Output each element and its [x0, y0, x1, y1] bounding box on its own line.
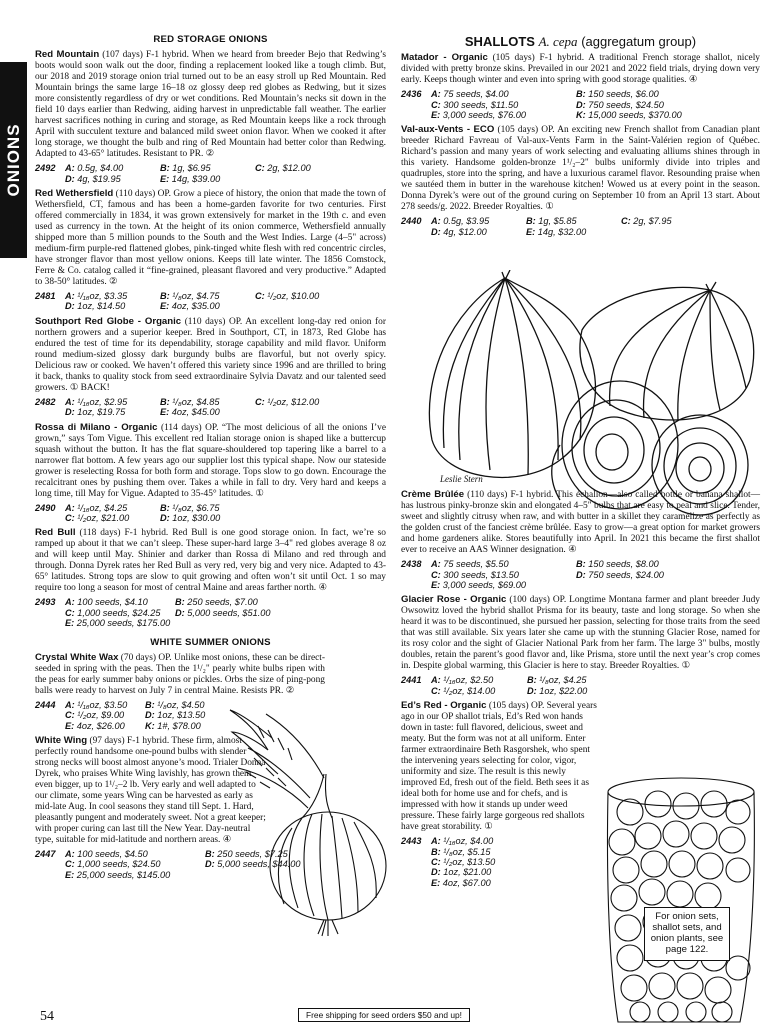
red-onions-illustration [410, 270, 760, 520]
price-list: 2438 A: 75 seeds, $5.50 B: 150 seeds, $8.00 C: 300 seeds, $13.50 D: 750 seeds, $24.00 E: 3,000 seeds, $69.00 [401, 559, 664, 590]
variety-southport-red-globe: Southport Red Globe - Organic (110 days) OP. An excellent long-day red onion for northern growers and a superior keeper. Bred in Southport, CT, in 1873, Red Globe has endured the test of time for its dependability, storage capability and mild flavor. Uniform round medium-sized glossy dark burgundy bulbs are flavorful, but not overly spicy. Delicious raw or cooked. We haven’t offered this variety since 1996 and are thrilled to bring it back, thanks to quality stock from seed extraordinaire Sylvia Davatz and our talented seed growers. ① BACK! [35, 315, 386, 393]
variety-crystal-white-wax: Crystal White Wax (70 days) OP. Unlike most onions, these can be direct-seeded in spring with the peas. Then the 1¹/₂" pearly white bulbs ripen with the peas for early summer baby onions or pickles. Orbs the size of ping-pong balls were ready to harvest on July 7 in central Maine. Resists PR. ② [35, 651, 325, 696]
price-list: 2443 A: ¹/₁₆oz, $4.00 B: ¹/₈oz, $5.15 C: ¹/₂oz, $13.50 D: 1oz, $21.00 E: 4oz, $67.00 [401, 836, 496, 888]
price-list: 2436 A: 75 seeds, $4.00 B: 150 seeds, $6.00 C: 300 seeds, $11.50 D: 750 seeds, $24.50 E: 3,000 seeds, $76.00 K: 15,000 seeds, $370.00 [401, 89, 682, 120]
price-list: 2481 A: ¹/₁₆oz, $3.35 B: ¹/₈oz, $4.75 C: ¹/₂oz, $10.00 D: 1oz, $14.50 E: 4oz, $35.00 [35, 291, 320, 312]
price-list: 2493 A: 100 seeds, $4.10 B: 250 seeds, $7.00 C: 1,000 seeds, $24.25 D: 5,000 seeds, $51.00 E: 25,000 seeds, $175.00 [35, 597, 271, 629]
variety-red-mountain: Red Mountain (107 days) F-1 hybrid. When we heard from breeder Bejo that Redwing’s boots would soon walk out the door, finding a replacement looked like a tough climb. But, our 2018 and 2019 storage onion trial turned out to be an easy stroll up Red Mountain. Red Mountain brings the same large 16–18 oz glossy deep red globes as Redwing, but it sizes more consistently regardless of dry or wet conditions. Red Mountain’s necks sit down in the field 10 days earlier than Redwing, aiding harvest in unpredictable fall weather. The earlier harvest sacrifices nothing in curing and storage, as Red Mountain keeps like a rock through April with succulent texture and balanced mild sweet onion flavor. When we cooked it after long storage, we thought the bulb and ring of Red Mountain had better color than Redwing. Adapted to 43-65° latitudes. Resistant to PR. ② [35, 49, 386, 160]
variety-eds-red: Ed’s Red - Organic (105 days) OP. Several years ago in our OP shallot trials, Ed’s Red won hands down in taste: full flavored, delicious, sweet and meaty. But the form was not at all uniform. Enter farmer extraordinaire Beth Rasgorshek, who spent the intervening years selecting for color, vigor, uniformity and size. The result is this newly improved Ed, fresh out of the field. Beth sees it as ideal both for home use and for chefs, and is impressed with how it stands up under weed pressure. These fairly large gorgeous red shallots have great storability. ① [401, 700, 597, 833]
price-list: 2441 A: ¹/₁₆oz, $2.50 B: ¹/₈oz, $4.25 C: ¹/₂oz, $14.00 D: 1oz, $22.00 [401, 675, 588, 696]
variety-val-aux-vents: Val-aux-Vents - ECO (105 days) OP. An exciting new French shallot from Canadian plant breeder Richard Favreau of Val-aux-Vents Farm in the Saint-Valérien region of Québec. Richard’s passion and many years of work selecting and evaluating alliums shines through in this variety. Handsome golden-bronze 1¹/₂–2" bulbs uniformly divide into triples and quadruples, store into the spring, and have a luxurious caramel flavor. Resounding praise when we sautéed them in butter in the warehouse kitchen! Wowed us at every point in the season. Donna Dyrek’s were out of the ground curing on September 10 from an April 13 start. About 278 seeds/g. 2022. Breeder Royalties. ① [401, 124, 760, 213]
variety-red-wethersfield: Red Wethersfield (110 days) OP. Grow a piece of history, the onion that made the town of Wethersfield, CT, famous and has been a home-garden favorite for two centuries. First offered commercially in 1834, it was grown extensively for market in the 19th c. and even used as currency in the town. At the height of its onion commerce, Wethersfield annually shipped more than 5 million pounds to the South and the West Indies. Large (4–5" across) medium-firm purple-red flattened globes, pink-tinged white flesh with red concentric circles, have stronger flavor than most yellow onions. Keeps till late winter. The 1856 Comstock, Ferre & Co. catalog called it “fine-grained, pleasant flavored and very productive.” Adapted to 38-50° latitudes. ② [35, 188, 386, 287]
onion-sets-note: For onion sets, shallot sets, and onion plants, see page 122. [644, 907, 730, 961]
page-number: 54 [40, 1009, 54, 1024]
variety-creme-brulee: Crème Brûlée (110 days) F-1 hybrid. This échalion—also called bottle or banana shallot—has lustrous pinky-bronze skin and elongated 4–5" bulbs that are easy to peal and slice. Tender, sweet and slightly citrusy when raw, and with butter in a skillet they caramelize as perfectly as the golden crust of the fanciest crème brûlée. Easy to grow—a great option for market growers and home gardeners alike. Stores beautifully into April. In 2021 this became the first shallot ever to receive an AAS Winner designation. ④ [401, 489, 760, 556]
price-list: 2482 A: ¹/₁₆oz, $2.95 B: ¹/₈oz, $4.85 C: ¹/₂oz, $12.00 D: 1oz, $19.75 E: 4oz, $45.00 [35, 396, 320, 418]
free-shipping-note: Free shipping for seed orders $50 and up! [298, 1008, 470, 1022]
section-tab-onions: ONIONS [0, 62, 27, 258]
section-heading-white-summer: WHITE SUMMER ONIONS [150, 636, 271, 648]
price-list: 2492 A: 0.5g, $4.00 B: 1g, $6.95 C: 2g, $12.00 D: 4g, $19.95 E: 14g, $39.00 [35, 163, 311, 184]
price-list: 2440 A: 0.5g, $3.95 B: 1g, $5.85 C: 2g, $7.95 D: 4g, $12.00 E: 14g, $32.00 [401, 216, 672, 237]
variety-glacier-rose: Glacier Rose - Organic (100 days) OP. Longtime Montana farmer and plant breeder Judy Owsowitz loved the hybrid shallot Prisma for its beauty, taste and long storage. So when she heard it was to be discontinued, she pursued her passion, selecting for those traits from the seed that was still available. Six years later she came up with the stunning Glacier Rose, named for its rosy color and the sight of Glacier National Park from her farm. The large 3" bulbs, mostly doubles, retain the parent’s good flavor and, like Prisma, store until the next year’s crop comes in. Despite global warming, this Glacier is here to stay. Breeder Royalties. ① [401, 594, 760, 672]
variety-white-wing: White Wing (97 days) F-1 hybrid. These firm, almost perfectly round handsome one-pound bulbs with slender strong necks will boost almost anyone’s mood. Trialer Donna Dyrek, who praises White Wing lavishly, has grown them even bigger, up to 1¹/₂–2 lb. Very early and well adapted to our climate, some years Wing can be harvested as early as mid-late Aug. In cool seasons they stand till Sept. 1. Hard, pleasantly pungent and moderately sweet. Not a great keeper; with proper curing can last till the New Year. Day-neutral type, suitable for mid-latitude and northern areas. ④ [35, 734, 266, 845]
variety-matador: Matador - Organic (105 days) F-1 hybrid. A traditional French storage shallot, nicely divided with pretty bronze skins. Prevailed in our 2021 and 2022 field trials, drying down very early. Keeps though winter and even into spring with good storage qualities. ④ [401, 52, 760, 86]
section-heading-red-storage: RED STORAGE ONIONS [153, 34, 268, 45]
shallot-jar-illustration [600, 772, 762, 1028]
price-list: 2444 A: ¹/₁₆oz, $3.50 B: ¹/₈oz, $4.50 C: ¹/₂oz, $9.00 D: 1oz, $13.50 E: 4oz, $26.00 K: 1#, $78.00 [35, 699, 206, 731]
illustration-signature: Leslie Stern [440, 474, 483, 484]
variety-rossa-di-milano: Rossa di Milano - Organic (114 days) OP. “The most delicious of all the onions I’ve grown,” says Tom Vigue. This excellent red Italian storage onion is shaped like a buttercup squash without the button. It has the flat square-shouldered top tapering like a barrel to a narrower flat bottom. A few years ago our supplier lost this typical shape. Now our stateside grower is reselecting Rossa for both form and storage. Tops slow to go down. Encourage the recalcitrant ones by pushing them over. Takes a while in fall to dry. Very hard and keeps a long time, till May for Vigue. Adapted to 35-45° latitudes. ① [35, 421, 387, 499]
white-onion-illustration [228, 708, 390, 938]
variety-red-bull: Red Bull (118 days) F-1 hybrid. Red Bull is one good storage onion. In fact, we’re so ramped up about it that we can’t sleep. These super-hard large 3–4" red globes average 8 oz and will keep until May. Shinier and darker than Rossa di Milano and red through and through. Donna Dyrek rates her Red Bull as very red, very big and very nice. Adapted to 43-65° latitudes. Strong tops are slow to quit growing and often won’t sit until Oct. 1 so may require too long a season for most of central Maine and areas farther north. ④ [35, 527, 386, 594]
price-list: 2447 A: 100 seeds, $4.50 B: 250 seeds, $7.25 C: 1,000 seeds, $24.50 D: 5,000 seeds, $44.00 E: 25,000 seeds, $145.00 [35, 848, 301, 880]
price-list: 2490 A: ¹/₁₆oz, $4.25 B: ¹/₈oz, $6.75 C: ¹/₂oz, $21.00 D: 1oz, $30.00 [35, 502, 221, 523]
section-heading-shallots: SHALLOTS A. cepa (aggregatum group) [464, 34, 697, 49]
